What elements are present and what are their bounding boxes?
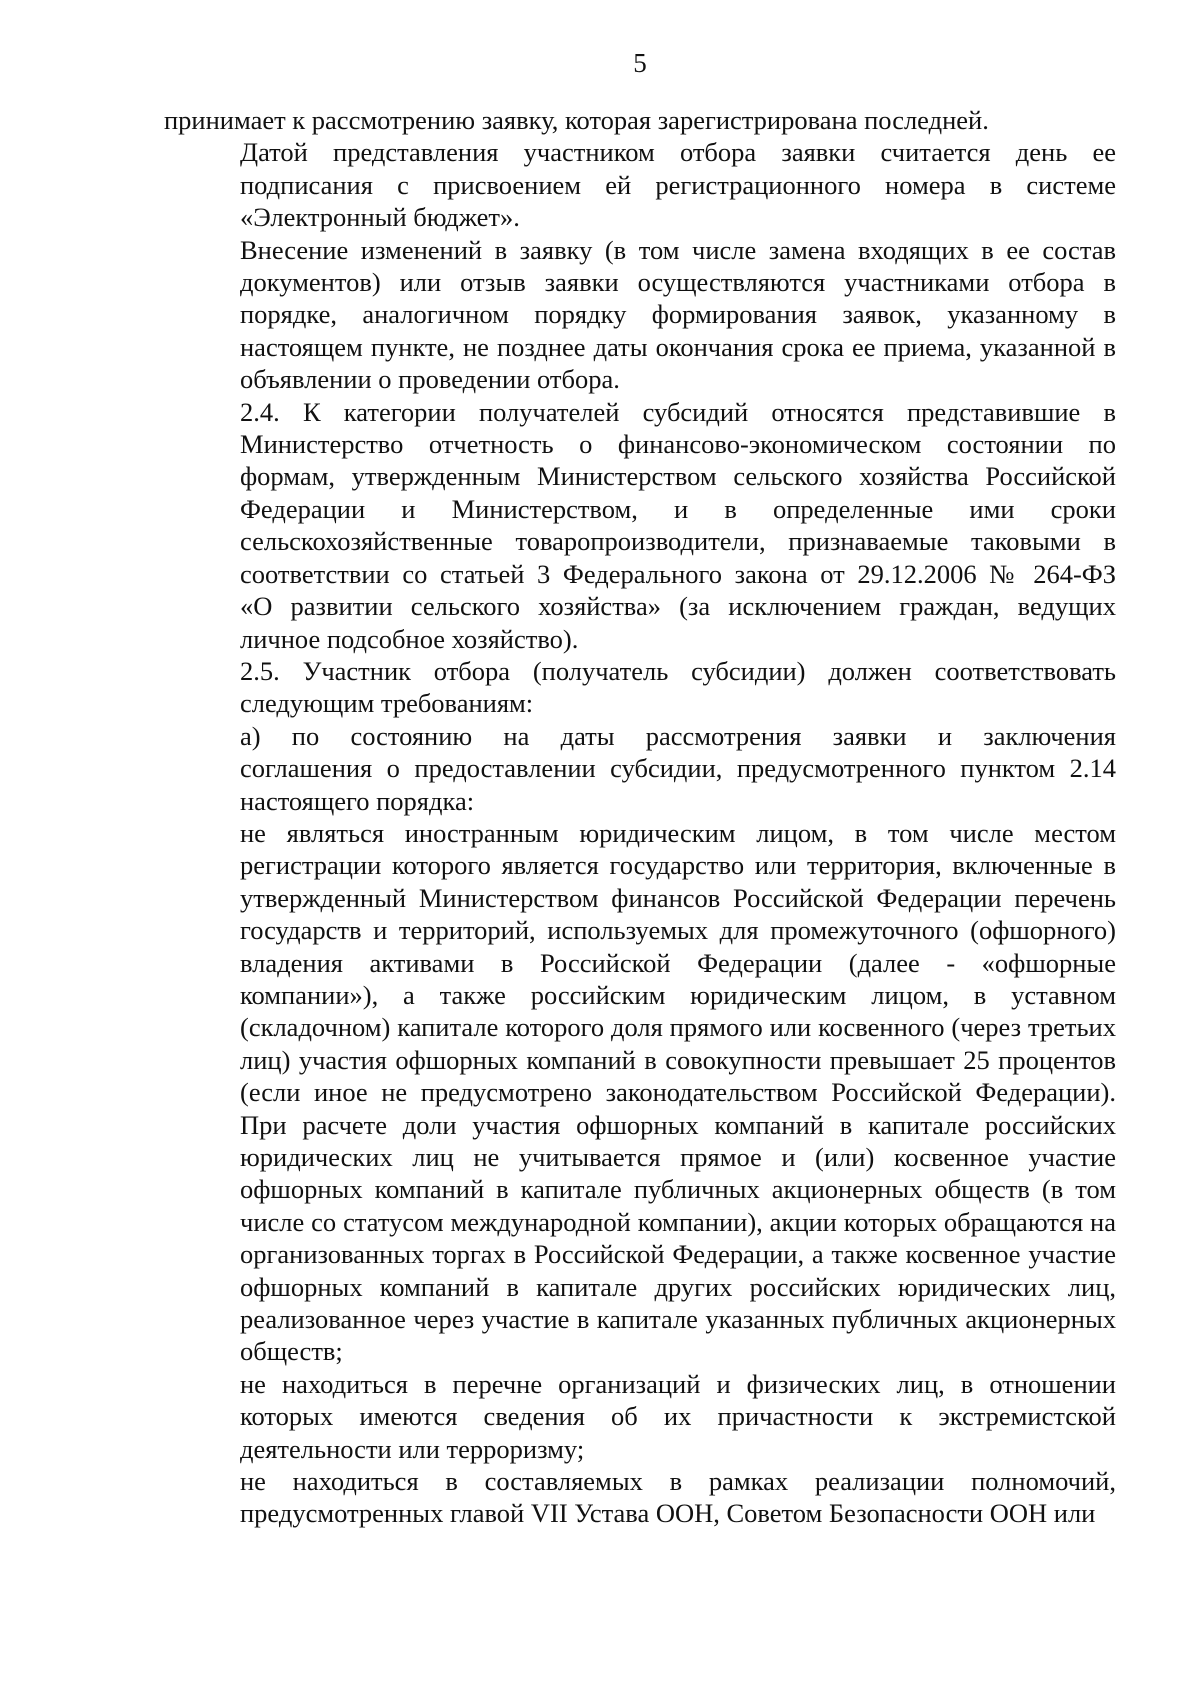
- text-line: обществ;: [240, 1336, 343, 1367]
- page-number: 5: [633, 48, 647, 78]
- text-line: числе со статусом международной компании), акции которых обращаются на: [240, 1206, 1116, 1237]
- text-line: государств и территорий, используемых для промежуточного (офшорного): [240, 915, 1116, 946]
- text-line: (если иное не предусмотрено законодательством Российской Федерации).: [240, 1077, 1116, 1108]
- text-line: принимает к рассмотрению заявку, которая зарегистрирована последней.: [164, 105, 989, 135]
- text-line: порядке, аналогичном порядку формирования заявок, указанному в: [240, 299, 1116, 330]
- text-line: офшорных компаний в капитале других российских юридических лиц,: [240, 1271, 1116, 1302]
- text-line: не находиться в перечне организаций и физических лиц, в отношении: [240, 1368, 1116, 1399]
- text-line: утвержденный Министерством финансов Российской Федерации перечень: [240, 882, 1116, 913]
- text-line: 2.4. К категории получателей субсидий относятся представившие в: [240, 396, 1116, 427]
- text-line: документов) или отзыв заявки осуществляются участниками отбора в: [240, 267, 1116, 298]
- text-line: Федерации и Министерством, и в определенные ими сроки: [240, 493, 1116, 524]
- text-line: «Электронный бюджет».: [240, 202, 520, 233]
- text-line: офшорных компаний в капитале публичных акционерных обществ (в том: [240, 1174, 1116, 1205]
- text-line: объявлении о проведении отбора.: [240, 364, 620, 395]
- text-line: компании»), а также российским юридическим лицом, в уставном: [240, 979, 1116, 1010]
- text-line: Внесение изменений в заявку (в том числе замена входящих в ее состав: [240, 234, 1116, 265]
- text-line: (складочном) капитале которого доля прямого или косвенного (через третьих: [240, 1012, 1116, 1043]
- text-line: личное подсобное хозяйство).: [240, 623, 579, 654]
- text-line: регистрации которого является государство или территория, включенные в: [240, 850, 1116, 881]
- paragraph: [164, 234, 1116, 396]
- text-line: лиц) участия офшорных компаний в совокупности превышает 25 процентов: [240, 1044, 1116, 1075]
- text-line: предусмотренных главой VII Устава ООН, Советом Безопасности ООН или: [240, 1498, 1096, 1529]
- paragraph: [164, 136, 1116, 233]
- text-line: которых имеются сведения об их причастности к экстремистской: [240, 1401, 1116, 1432]
- text-line: При расчете доли участия офшорных компаний в капитале российских: [240, 1109, 1116, 1140]
- paragraph: [164, 396, 1116, 655]
- text-line: Датой представления участником отбора заявки считается день ее: [240, 137, 1116, 168]
- paragraph: [164, 1368, 1116, 1465]
- document-body: [164, 104, 1116, 1530]
- text-line: следующим требованиям:: [240, 688, 534, 719]
- paragraph: [164, 817, 1116, 1368]
- text-line: формам, утвержденным Министерством сельского хозяйства Российской: [240, 461, 1116, 492]
- text-line: владения активами в Российской Федерации (далее - «офшорные: [240, 947, 1116, 978]
- paragraph: [164, 655, 1116, 720]
- text-line: «О развитии сельского хозяйства» (за исключением граждан, ведущих: [240, 591, 1116, 622]
- text-line: 2.5. Участник отбора (получатель субсидии) должен соответствовать: [240, 655, 1116, 686]
- text-line: подписания с присвоением ей регистрационного номера в системе: [240, 169, 1116, 200]
- text-line: не являться иностранным юридическим лицом, в том числе местом: [240, 817, 1116, 848]
- text-line: соглашения о предоставлении субсидии, предусмотренного пунктом 2.14: [240, 753, 1116, 784]
- text-line: соответствии со статьей 3 Федерального закона от 29.12.2006 № 264-ФЗ: [240, 558, 1116, 589]
- text-line: не находиться в составляемых в рамках реализации полномочий,: [240, 1466, 1116, 1497]
- text-line: Министерство отчетность о финансово-экономическом состоянии по: [240, 429, 1116, 460]
- paragraph: [164, 720, 1116, 817]
- text-line: юридических лиц не учитывается прямое и (или) косвенное участие: [240, 1142, 1116, 1172]
- text-line: сельскохозяйственные товаропроизводители, признаваемые таковыми в: [240, 526, 1116, 557]
- text-line: организованных торгах в Российской Федерации, а также косвенное участие: [240, 1239, 1116, 1270]
- text-line: а) по состоянию на даты рассмотрения заявки и заключения: [240, 720, 1116, 751]
- paragraph: [164, 1465, 1116, 1530]
- text-line: настоящего порядка:: [240, 785, 475, 816]
- text-line: настоящем пункте, не позднее даты окончания срока ее приема, указанной в: [240, 331, 1116, 362]
- text-line: реализованное через участие в капитале указанных публичных акционерных: [240, 1304, 1116, 1335]
- text-line: деятельности или терроризму;: [240, 1433, 585, 1464]
- paragraph: [164, 104, 1116, 136]
